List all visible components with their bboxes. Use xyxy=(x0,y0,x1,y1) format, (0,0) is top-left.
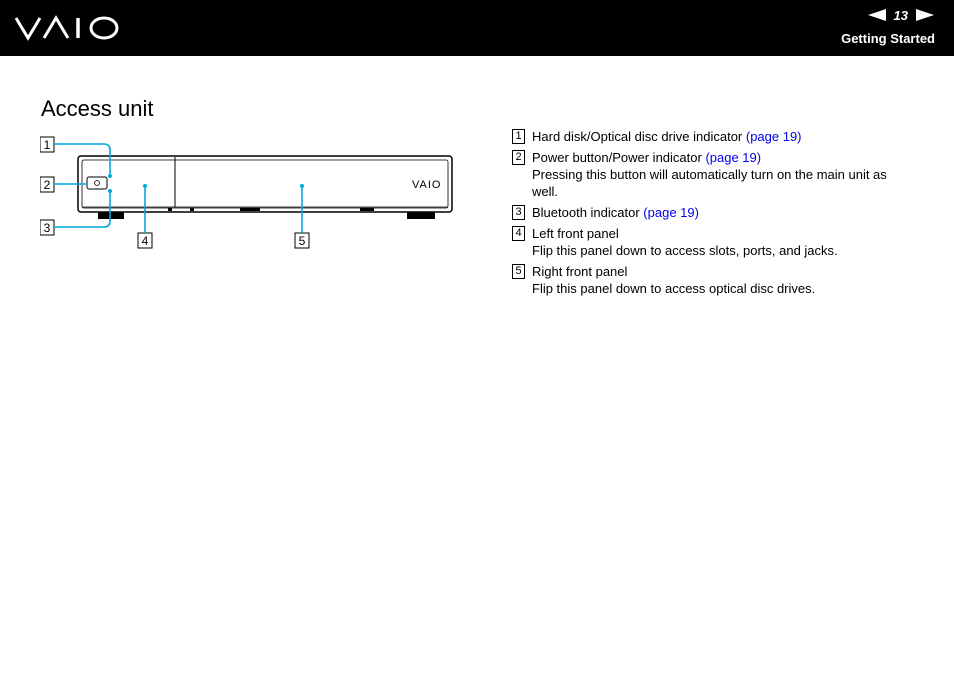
page-header xyxy=(0,0,954,56)
device-body xyxy=(78,156,452,219)
list-item xyxy=(510,204,910,221)
list-item xyxy=(510,128,910,145)
page-nav xyxy=(868,6,934,24)
item-description: Pressing this button will automatically turn on the main unit as well. xyxy=(532,167,887,199)
item-description: Flip this panel down to access optical disc drives. xyxy=(532,281,816,296)
list-item xyxy=(510,263,910,297)
page-link[interactable]: (page 19) xyxy=(745,129,802,144)
item-title: Bluetooth indicator xyxy=(532,205,644,220)
item-title: Hard disk/Optical disc drive indicator xyxy=(532,129,746,144)
callout-1-label: 1 xyxy=(43,138,51,152)
item-number: 5 xyxy=(512,264,525,279)
callout-3-label: 3 xyxy=(43,221,51,235)
item-title: Power button/Power indicator xyxy=(532,150,706,165)
callout-5-label: 5 xyxy=(298,234,306,248)
callout-2-label: 2 xyxy=(43,178,51,192)
item-number: 4 xyxy=(512,226,525,241)
item-title: Right front panel xyxy=(532,264,628,279)
list-item xyxy=(510,225,910,259)
callout-4-label: 4 xyxy=(141,234,149,248)
access-unit-diagram xyxy=(40,130,460,252)
next-page-icon[interactable] xyxy=(916,9,934,21)
item-description: Flip this panel down to access slots, ports, and jacks. xyxy=(532,243,838,258)
callout-box-2 xyxy=(40,177,54,192)
item-number: 1 xyxy=(512,129,525,144)
page-link[interactable]: (page 19) xyxy=(643,205,699,220)
previous-page-icon[interactable] xyxy=(868,9,886,21)
item-title: Left front panel xyxy=(532,226,619,241)
device-brand: VAIO xyxy=(412,179,442,191)
vaio-logo xyxy=(14,14,124,42)
list-item xyxy=(510,149,910,200)
callout-box-1 xyxy=(40,137,54,152)
item-number: 2 xyxy=(512,150,525,165)
section-label: Getting Started xyxy=(841,31,935,46)
page-link[interactable]: (page 19) xyxy=(705,150,762,165)
callout-box-5 xyxy=(295,233,309,248)
page-number: 13 xyxy=(893,7,908,23)
page-title: Access unit xyxy=(41,96,154,121)
callout-box-3 xyxy=(40,220,54,235)
item-number: 3 xyxy=(512,205,525,220)
callout-box-4 xyxy=(138,233,152,248)
callout-list xyxy=(510,128,910,301)
